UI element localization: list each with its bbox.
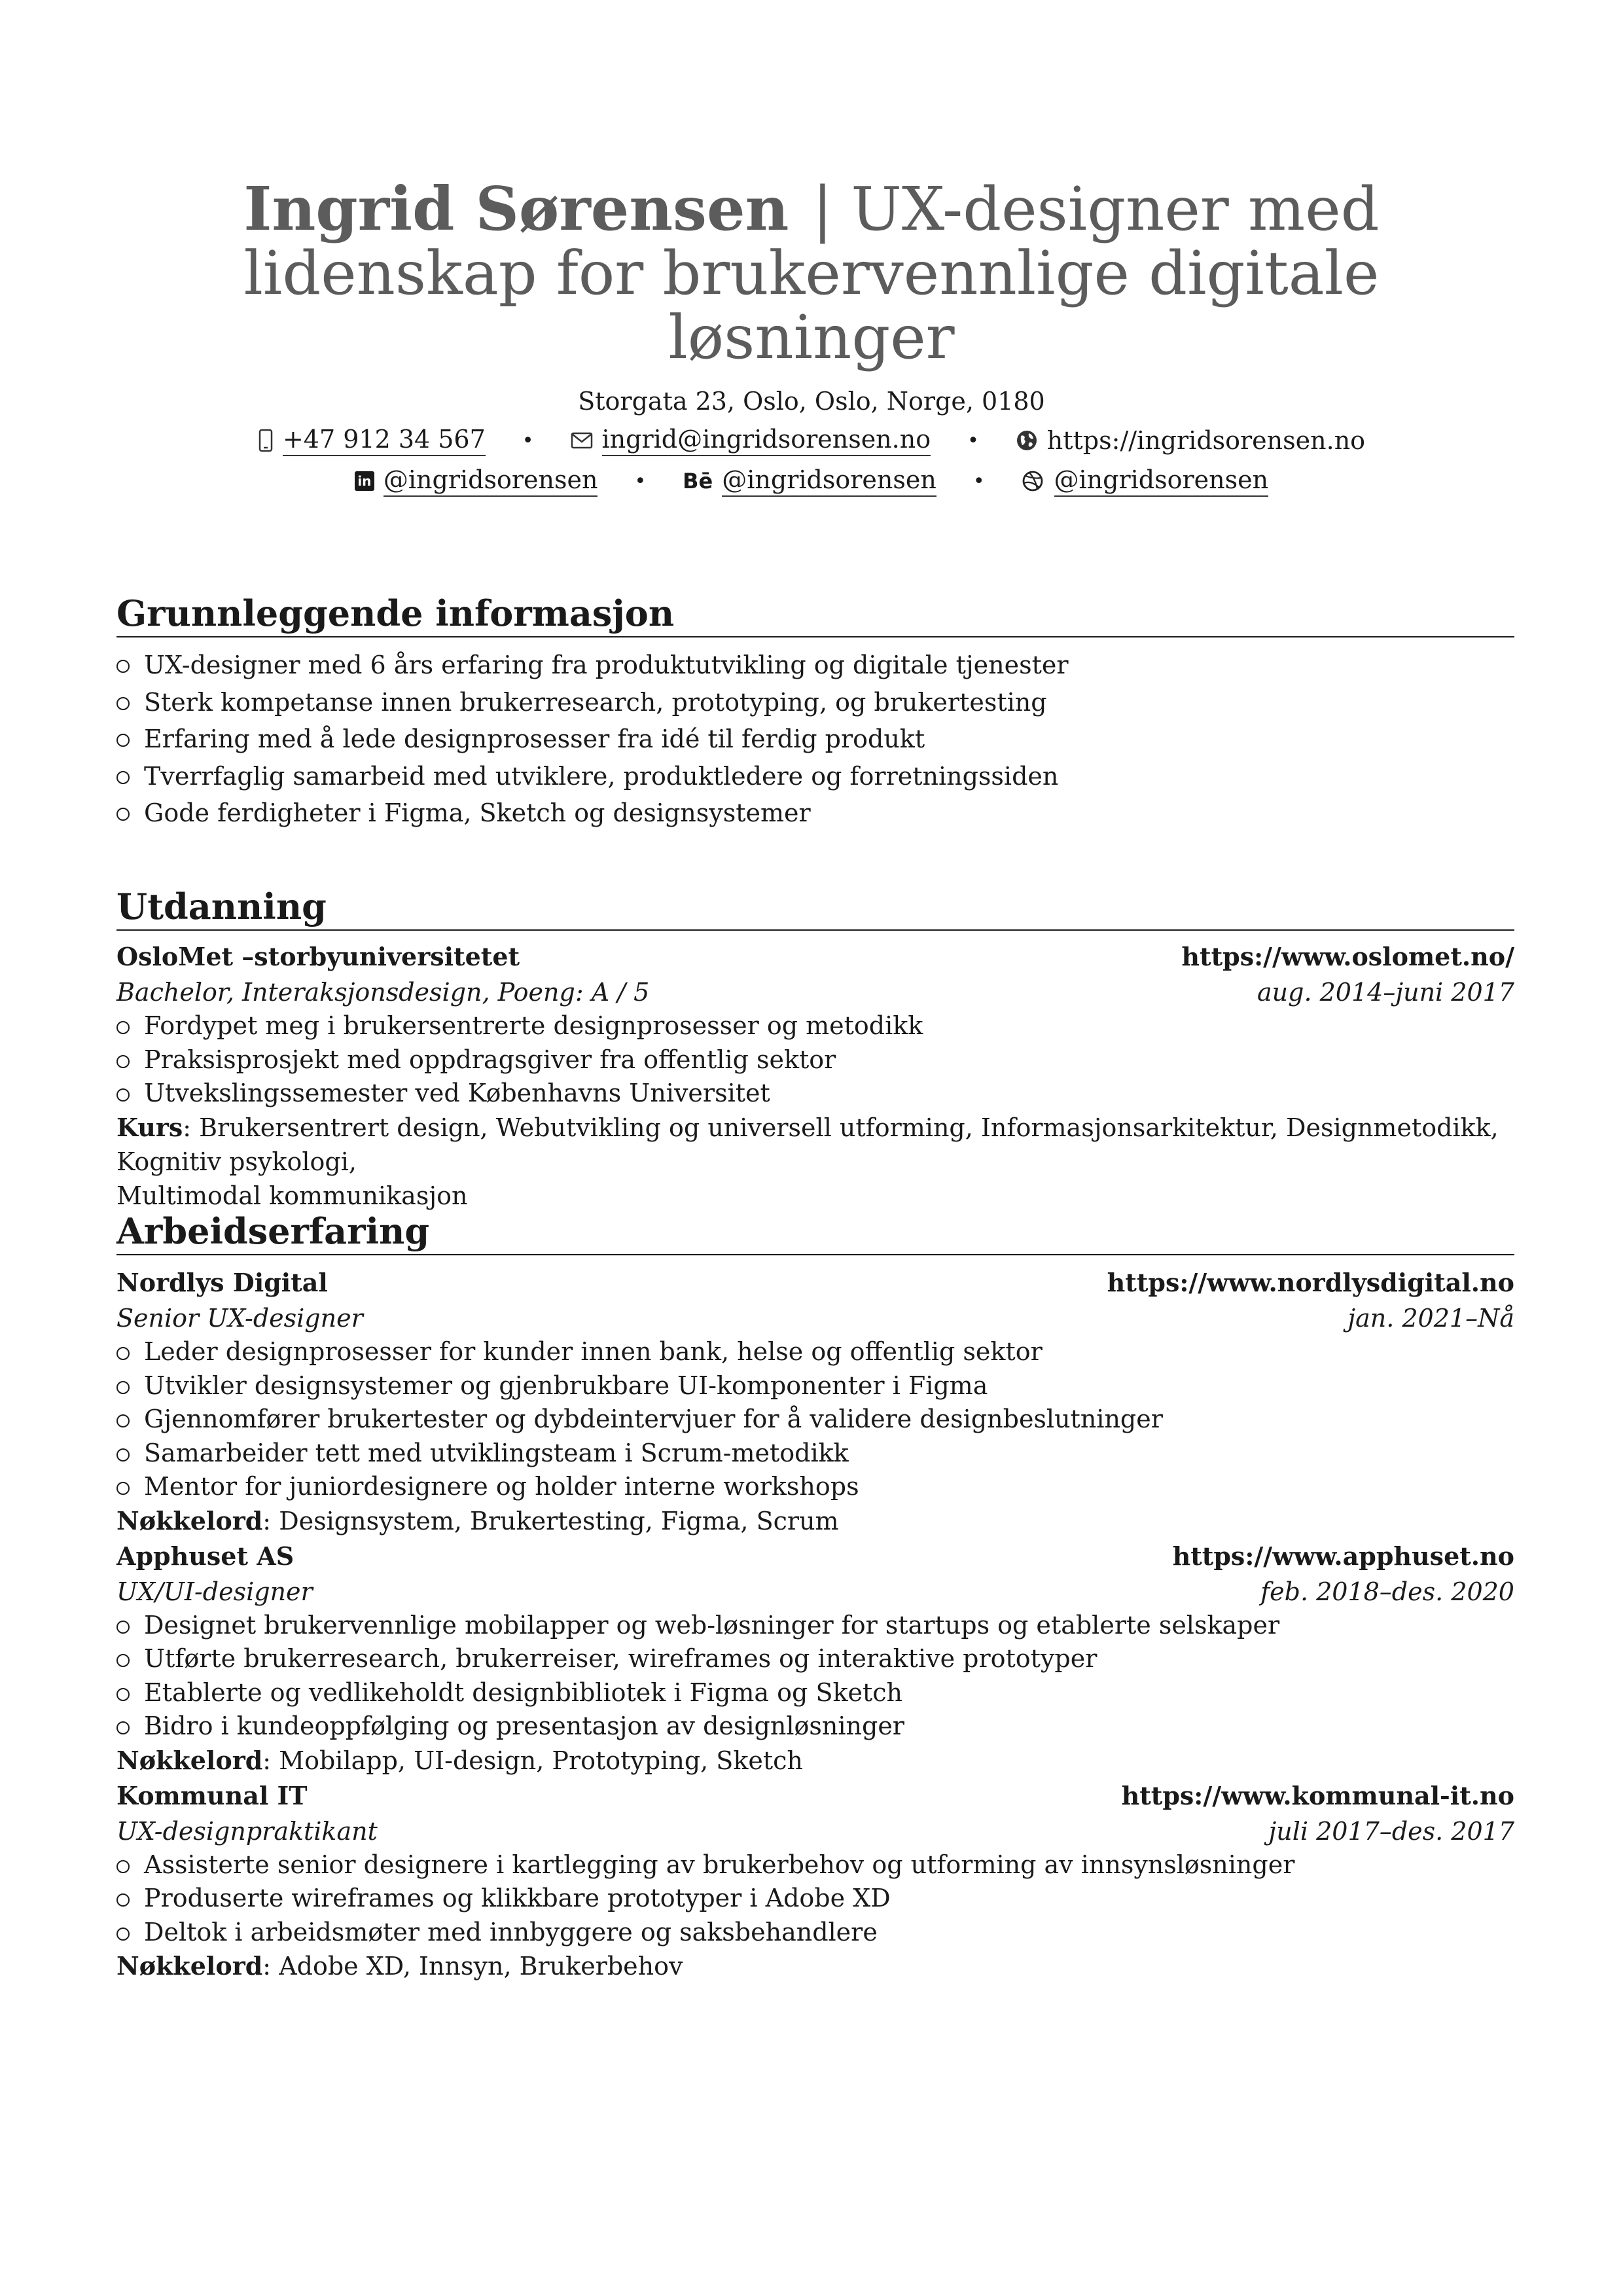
envelope-icon bbox=[571, 432, 593, 449]
email-link[interactable]: ingrid@ingridsorensen.no bbox=[602, 425, 931, 456]
job-dates: juli 2017–des. 2017 bbox=[1268, 1816, 1514, 1846]
list-item: Designet brukervennlige mobilapper og web-løsninger for startups og etablerte selskaper bbox=[116, 1609, 1514, 1643]
job-list bbox=[116, 1609, 1514, 1744]
page-title bbox=[223, 173, 1400, 372]
company-url[interactable]: https://www.kommunal-it.no bbox=[1121, 1780, 1514, 1810]
education-section bbox=[116, 885, 1514, 1213]
education-degree-row bbox=[116, 975, 1514, 1009]
address: Storgata 23, Oslo, Oslo, Norge, 0180 bbox=[578, 387, 1045, 416]
email-contact[interactable] bbox=[571, 425, 931, 456]
school-name: OsloMet –storbyuniversitetet bbox=[116, 942, 520, 971]
company-name: Apphuset AS bbox=[116, 1541, 294, 1571]
bullet-separator: • bbox=[634, 469, 647, 493]
list-item: Produserte wireframes og klikkbare prototyper i Adobe XD bbox=[116, 1882, 1514, 1916]
behance-link[interactable]: @ingridsorensen bbox=[722, 465, 936, 497]
job-keywords: Nøkkelord: Mobilapp, UI-design, Prototyping, Sketch bbox=[116, 1745, 803, 1775]
keywords-value: Mobilapp, UI-design, Prototyping, Sketch bbox=[279, 1746, 803, 1775]
list-item: Tverrfaglig samarbeid med utviklere, produktledere og forretningssiden bbox=[116, 758, 1514, 795]
summary-list bbox=[116, 647, 1514, 832]
bullet-separator: • bbox=[522, 429, 534, 452]
website-contact[interactable] bbox=[1016, 426, 1365, 455]
company-name: Nordlys Digital bbox=[116, 1268, 328, 1297]
list-item: Utførte brukerresearch, brukerreiser, wireframes og interaktive prototyper bbox=[116, 1642, 1514, 1676]
job-role-row bbox=[116, 1301, 1514, 1335]
job-keywords: Nøkkelord: Designsystem, Brukertesting, Figma, Scrum bbox=[116, 1505, 839, 1535]
keywords-label: Nøkkelord bbox=[116, 1951, 263, 1981]
phone-link[interactable]: +47 912 34 567 bbox=[283, 425, 486, 456]
linkedin-contact[interactable] bbox=[355, 465, 598, 497]
dribbble-contact[interactable] bbox=[1022, 465, 1269, 497]
linkedin-link[interactable]: @ingridsorensen bbox=[383, 465, 598, 497]
education-heading: Utdanning bbox=[116, 886, 327, 927]
list-item: Mentor for juniordesignere og holder interne workshops bbox=[116, 1470, 1514, 1504]
section-divider bbox=[116, 1254, 1514, 1255]
courses-line-2: Multimodal kommunikasjon bbox=[116, 1181, 468, 1210]
list-item: Utvekslingssemester ved Københavns Universitet bbox=[116, 1077, 1514, 1111]
summary-section bbox=[116, 592, 1514, 832]
person-name: Ingrid Sørensen bbox=[243, 173, 789, 244]
company-url[interactable]: https://www.nordlysdigital.no bbox=[1107, 1268, 1514, 1297]
phone-contact[interactable] bbox=[258, 425, 486, 456]
linkedin-icon: in bbox=[355, 471, 374, 491]
bullet-separator: • bbox=[967, 429, 979, 452]
job-keywords: Nøkkelord: Adobe XD, Innsyn, Brukerbehov bbox=[116, 1951, 683, 1981]
keywords-value: Designsystem, Brukertesting, Figma, Scrum bbox=[279, 1506, 839, 1535]
list-item: UX-designer med 6 års erfaring fra produktutvikling og digitale tjenester bbox=[116, 647, 1514, 684]
section-divider bbox=[116, 636, 1514, 637]
title-separator: | bbox=[812, 174, 833, 244]
contact-line-primary bbox=[0, 425, 1623, 456]
keywords-label: Nøkkelord bbox=[116, 1745, 263, 1775]
education-dates: aug. 2014–juni 2017 bbox=[1257, 978, 1514, 1007]
list-item: Fordypet meg i brukersentrerte designprosesser og metodikk bbox=[116, 1009, 1514, 1043]
courses-line-1: Brukersentrert design, Webutvikling og universell utforming, Informasjonsarkitektur, Designmetodikk, Kognitiv psykologi, bbox=[116, 1113, 1499, 1176]
bullet-separator: • bbox=[972, 469, 985, 493]
mobile-phone-icon bbox=[258, 429, 274, 452]
job-list bbox=[116, 1848, 1514, 1950]
job-dates: feb. 2018–des. 2020 bbox=[1260, 1577, 1514, 1606]
list-item: Deltok i arbeidsmøter med innbyggere og saksbehandlere bbox=[116, 1916, 1514, 1950]
list-item: Etablerte og vedlikeholdt designbibliotek i Figma og Sketch bbox=[116, 1676, 1514, 1710]
list-item: Utvikler designsystemer og gjenbrukbare UI-komponenter i Figma bbox=[116, 1369, 1514, 1403]
list-item: Bidro i kundeoppfølging og presentasjon av designløsninger bbox=[116, 1710, 1514, 1744]
resume-header bbox=[0, 173, 1623, 497]
globe-icon bbox=[1016, 429, 1038, 452]
education-list bbox=[116, 1009, 1514, 1111]
job-role-row bbox=[116, 1575, 1514, 1609]
courses-label: Kurs bbox=[116, 1112, 183, 1142]
list-item: Assisterte senior designere i kartlegging av brukerbehov og utforming av innsynsløsninger bbox=[116, 1848, 1514, 1882]
job-role: Senior UX-designer bbox=[116, 1304, 363, 1333]
job-role: UX-designpraktikant bbox=[116, 1816, 378, 1846]
experience-heading: Arbeidserfaring bbox=[116, 1210, 430, 1252]
list-item: Gode ferdigheter i Figma, Sketch og designsystemer bbox=[116, 795, 1514, 832]
behance-contact[interactable] bbox=[683, 465, 936, 497]
behance-icon: Bē bbox=[683, 469, 713, 493]
list-item: Leder designprosesser for kunder innen bank, helse og offentlig sektor bbox=[116, 1335, 1514, 1369]
company-name: Kommunal IT bbox=[116, 1780, 308, 1810]
company-url[interactable]: https://www.apphuset.no bbox=[1172, 1541, 1514, 1571]
dribbble-icon bbox=[1022, 470, 1044, 492]
keywords-label: Nøkkelord bbox=[116, 1505, 263, 1535]
website-link[interactable]: https://ingridsorensen.no bbox=[1046, 426, 1366, 455]
list-item: Sterk kompetanse innen brukerresearch, prototyping, og brukertesting bbox=[116, 684, 1514, 721]
keywords-value: Adobe XD, Innsyn, Brukerbehov bbox=[279, 1952, 683, 1981]
list-item: Erfaring med å lede designprosesser fra idé til ferdig produkt bbox=[116, 721, 1514, 758]
list-item: Gjennomfører brukertester og dybdeintervjuer for å validere designbeslutninger bbox=[116, 1403, 1514, 1437]
contact-line-social bbox=[0, 465, 1623, 497]
degree: Bachelor, Interaksjonsdesign, Poeng: A / 5 bbox=[116, 978, 650, 1007]
summary-heading: Grunnleggende informasjon bbox=[116, 592, 675, 634]
job-header-row bbox=[116, 1778, 1514, 1814]
tagline: UX-designer med lidenskap for brukervennlige digitale løsninger bbox=[243, 174, 1380, 372]
dribbble-link[interactable]: @ingridsorensen bbox=[1054, 465, 1269, 497]
job-role-row bbox=[116, 1814, 1514, 1848]
experience-section bbox=[116, 1210, 1514, 1983]
job-header-row bbox=[116, 1538, 1514, 1575]
list-item: Samarbeider tett med utviklingsteam i Scrum-metodikk bbox=[116, 1437, 1514, 1471]
job-dates: jan. 2021–Nå bbox=[1347, 1304, 1514, 1333]
job-role: UX/UI-designer bbox=[116, 1577, 313, 1606]
section-divider bbox=[116, 929, 1514, 931]
school-url[interactable]: https://www.oslomet.no/ bbox=[1181, 942, 1514, 971]
education-header-row bbox=[116, 939, 1514, 975]
courses: Kurs: Brukersentrert design, Webutvikling og universell utforming, Informasjonsarkitektur, Designmetodikk, Kognitiv psykologi, Multimodal kommunikasjon bbox=[116, 1112, 1499, 1210]
job-header-row bbox=[116, 1265, 1514, 1301]
list-item: Praksisprosjekt med oppdragsgiver fra offentlig sektor bbox=[116, 1043, 1514, 1077]
job-list bbox=[116, 1335, 1514, 1504]
